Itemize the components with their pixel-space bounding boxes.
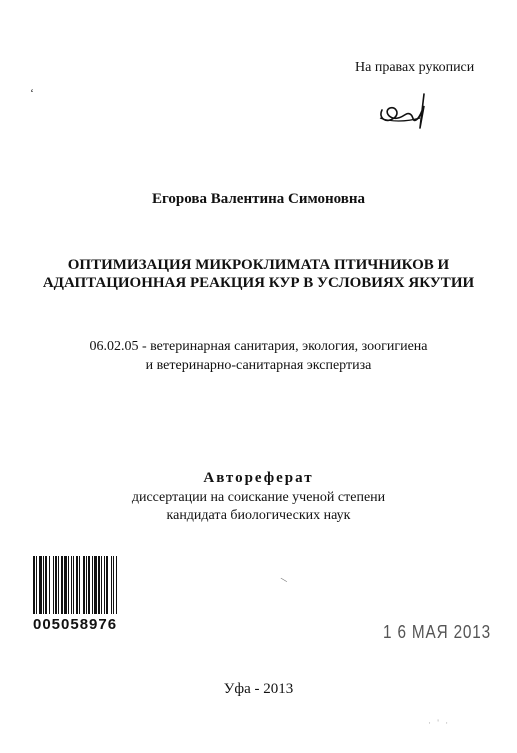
abstract-line-1: диссертации на соискание ученой степени: [131, 490, 386, 505]
stray-tick-mark: ‘: [30, 86, 34, 100]
abstract-heading: Автореферат: [203, 470, 314, 486]
barcode-image: [33, 556, 176, 614]
abstract-line-2: кандидата биологических наук: [166, 508, 351, 523]
faint-mark: · ' ·: [428, 718, 451, 728]
signature: [376, 88, 432, 132]
rights-note: На правах рукописи: [355, 60, 475, 75]
barcode-number: 005058976: [33, 616, 118, 633]
abstract-description: [0, 489, 517, 525]
specialty-line-2: и ветеринарно-санитарная экспертиза: [145, 358, 372, 373]
specialty-line-1: 06.02.05 - ветеринарная санитария, экология, зоогигиена: [89, 339, 428, 354]
city-year: Уфа - 2013: [223, 681, 294, 697]
title-line-1: ОПТИМИЗАЦИЯ МИКРОКЛИМАТА ПТИЧНИКОВ И: [67, 257, 450, 273]
author-name: Егорова Валентина Симоновна: [151, 191, 366, 207]
specialty: [0, 337, 517, 375]
thesis-title: [0, 256, 517, 292]
date-stamp: 1 6 МАЯ 2013: [383, 622, 492, 642]
title-line-2: АДАПТАЦИОННАЯ РЕАКЦИЯ КУР В УСЛОВИЯХ ЯКУТИИ: [42, 275, 475, 291]
stray-mark: \: [279, 575, 289, 586]
